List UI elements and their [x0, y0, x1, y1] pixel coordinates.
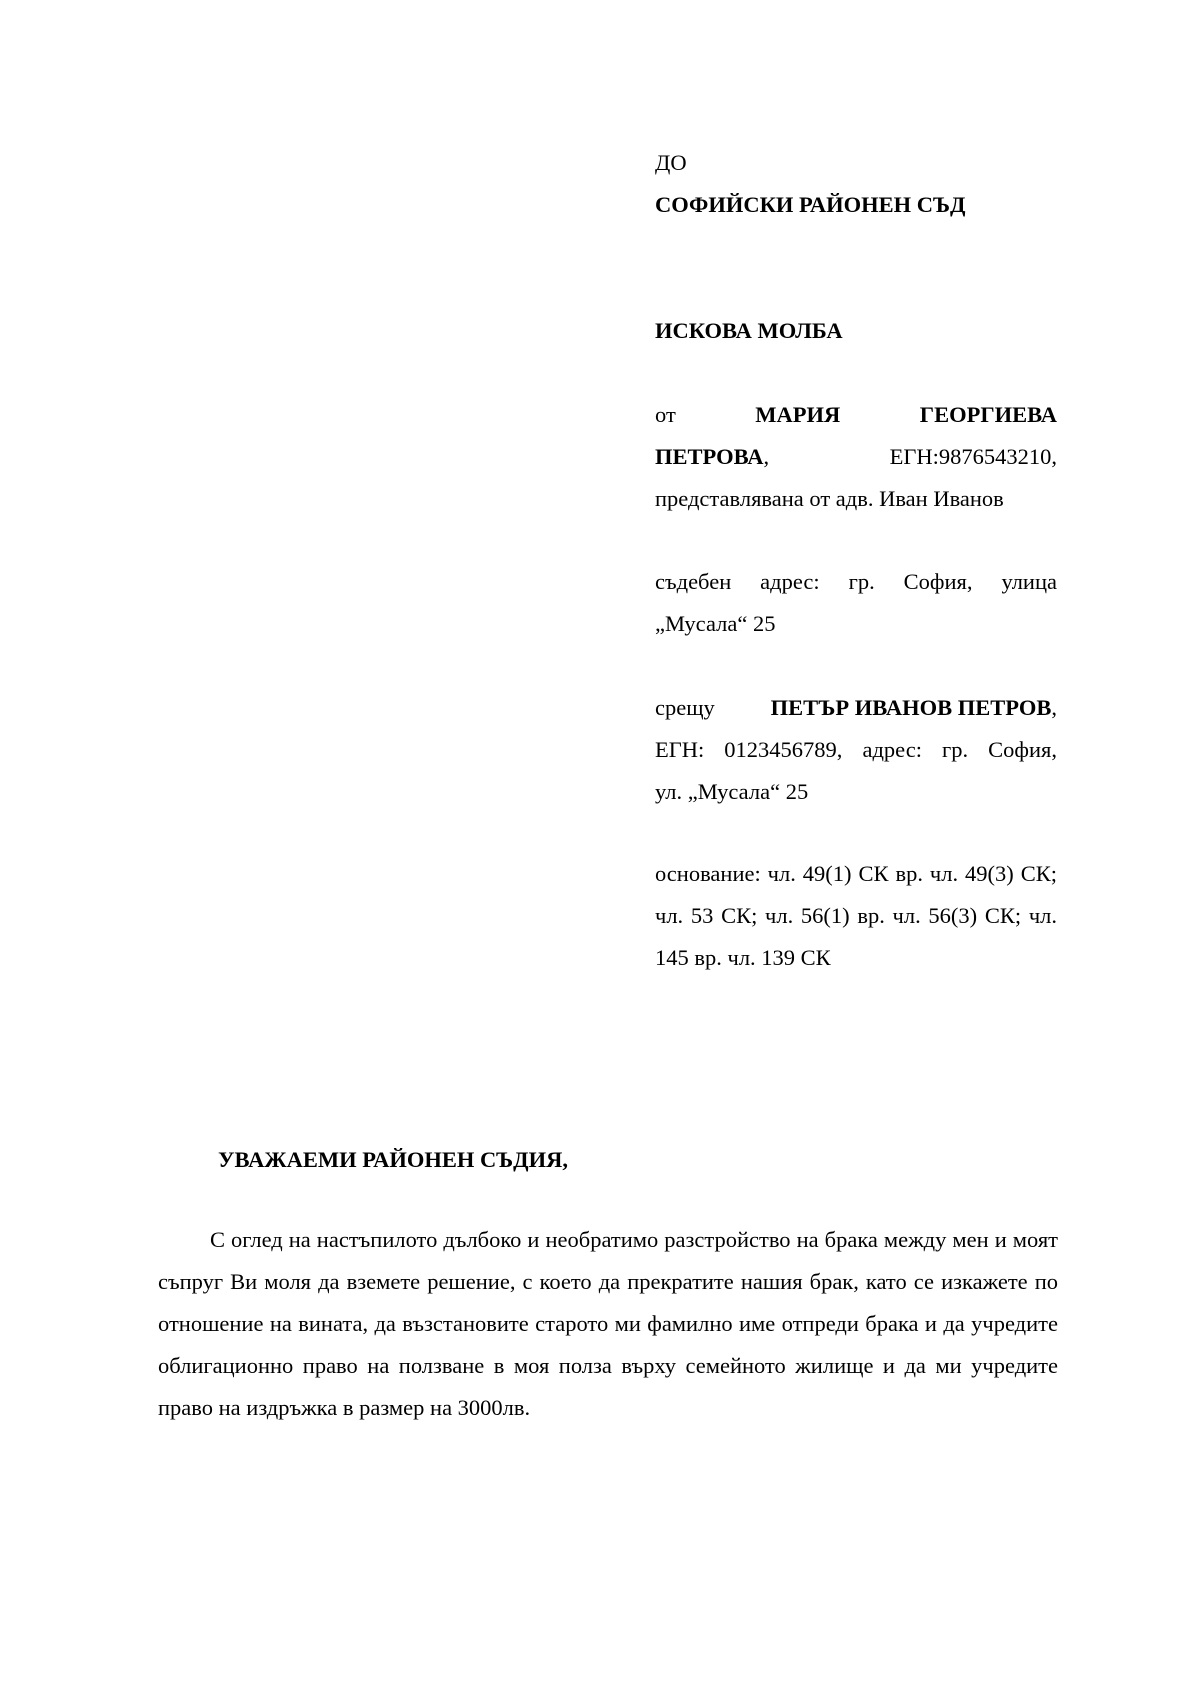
plaintiff-prefix: от — [655, 402, 676, 427]
petition-body: С оглед на настъпилото дълбоко и необратимо разстройство на брака между мен и моят съпруг Ви моля да вземете решение, с което да прекратите нашия брак, като се изкажете по отношение на вината, да възстановите старото ми фамилно име отпреди брака и да учредите облигационно право на ползване в моя полза върху семейното жилище и да ми учредите право на издръжка в размер на 3000лв. — [158, 1227, 1058, 1420]
defendant-block — [655, 687, 1057, 813]
addressee-block — [655, 142, 1057, 226]
court-address-line-2: „Мусала“ 25 — [655, 611, 776, 636]
salutation: УВАЖАЕМИ РАЙОНЕН СЪДИЯ, — [218, 1147, 568, 1172]
addressee-to: ДО — [655, 150, 687, 175]
document-title-block — [655, 310, 1057, 352]
plaintiff-line-2 — [655, 436, 1057, 478]
plaintiff-middle-name: ГЕОРГИЕВА — [919, 402, 1057, 427]
plaintiff-representation: представлявана от адв. Иван Иванов — [655, 486, 1004, 511]
court-address-line-1: съдебен адрес: гр. София, улица — [655, 569, 1057, 594]
defendant-name: ПЕТЪР ИВАНОВ ПЕТРОВ — [770, 695, 1052, 720]
defendant-egn-address: ЕГН: 0123456789, адрес: гр. София, — [655, 737, 1057, 762]
defendant-line-1 — [655, 687, 1057, 729]
plaintiff-block — [655, 394, 1057, 520]
plaintiff-last-name: ПЕТРОВА — [655, 444, 764, 469]
legal-basis-block — [655, 853, 1057, 979]
plaintiff-egn: ЕГН:9876543210, — [889, 444, 1057, 469]
defendant-street: ул. „Мусала“ 25 — [655, 779, 809, 804]
plaintiff-name-comma: , — [763, 444, 770, 469]
addressee-court: СОФИЙСКИ РАЙОНЕН СЪД — [655, 192, 966, 217]
plaintiff-line-1 — [655, 394, 1057, 436]
document-title: ИСКОВА МОЛБА — [655, 318, 843, 343]
defendant-name-comma: , — [1051, 695, 1057, 720]
plaintiff-first-name: МАРИЯ — [755, 402, 841, 427]
defendant-prefix: срещу — [655, 695, 715, 720]
court-address-block — [655, 561, 1057, 645]
legal-basis: основание: чл. 49(1) СК вр. чл. 49(3) СК; чл. 53 СК; чл. 56(1) вр. чл. 56(3) СК; чл. 145 вр. чл. 139 СК — [655, 861, 1057, 970]
